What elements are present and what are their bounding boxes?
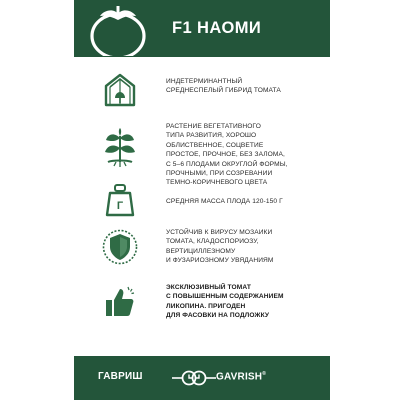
tomato-icon xyxy=(90,4,146,56)
header-banner xyxy=(74,0,330,57)
brand-name-en: GAVRISH® xyxy=(216,371,267,383)
product-title: F1 НАОМИ xyxy=(172,19,262,37)
plant-growth-icon xyxy=(102,128,138,168)
shield-icon xyxy=(102,228,138,266)
brand-logo-block xyxy=(74,356,330,400)
product-card xyxy=(74,0,330,400)
feature-text-weight: СРЕДНЯЯ МАССА ПЛОДА 120-150 Г xyxy=(166,198,283,205)
weight-icon xyxy=(102,182,138,218)
weight-unit-label: Г xyxy=(116,200,124,212)
feature-text-type: ИНДЕТЕРМИНАНТНЫЙ СРЕДНЕСПЕЛЫЙ ГИБРИД ТОМАТА xyxy=(166,78,281,95)
feature-text-plant: РАСТЕНИЕ ВЕГЕТАТИВНОГО ТИПА РАЗВИТИЯ, ХОРОШО ОБЛИСТВЕННОЕ, СОЦВЕТИЕ ПРОСТОЕ, ПРОЧНОЕ, БЕЗ ЗАЛОМА, С 5–6 ПЛОДАМИ ОКРУГЛОЙ ФОРМЫ, ПРОЧНЫМИ, ПРИ СОЗРЕВАНИИ ТЕМНО-КОРИЧНЕВОГО ЦВЕТА xyxy=(166,123,288,187)
footer-banner xyxy=(74,356,330,400)
brand-name-ru: ГАВРИШ xyxy=(98,371,143,382)
gavrish-logo-icon xyxy=(172,368,216,388)
greenhouse-icon xyxy=(102,72,138,108)
feature-text-exclusive: ЭКСКЛЮЗИВНЫЙ ТОМАТ С ПОВЫШЕННЫМ СОДЕРЖАНИЕМ ЛИКОПИНА. ПРИГОДЕН ДЛЯ ФАСОВКИ НА ПОДЛОЖКУ xyxy=(166,284,284,320)
trademark-symbol: ® xyxy=(262,371,267,377)
thumbs-up-icon xyxy=(102,284,138,320)
feature-text-resistance: УСТОЙЧИВ К ВИРУСУ МОЗАИКИ ТОМАТА, КЛАДОСПОРИОЗУ, ВЕРТИЦИЛЛЕЗНОМУ И ФУЗАРИОЗНОМУ УВЯДАНИЯМ xyxy=(166,229,274,265)
